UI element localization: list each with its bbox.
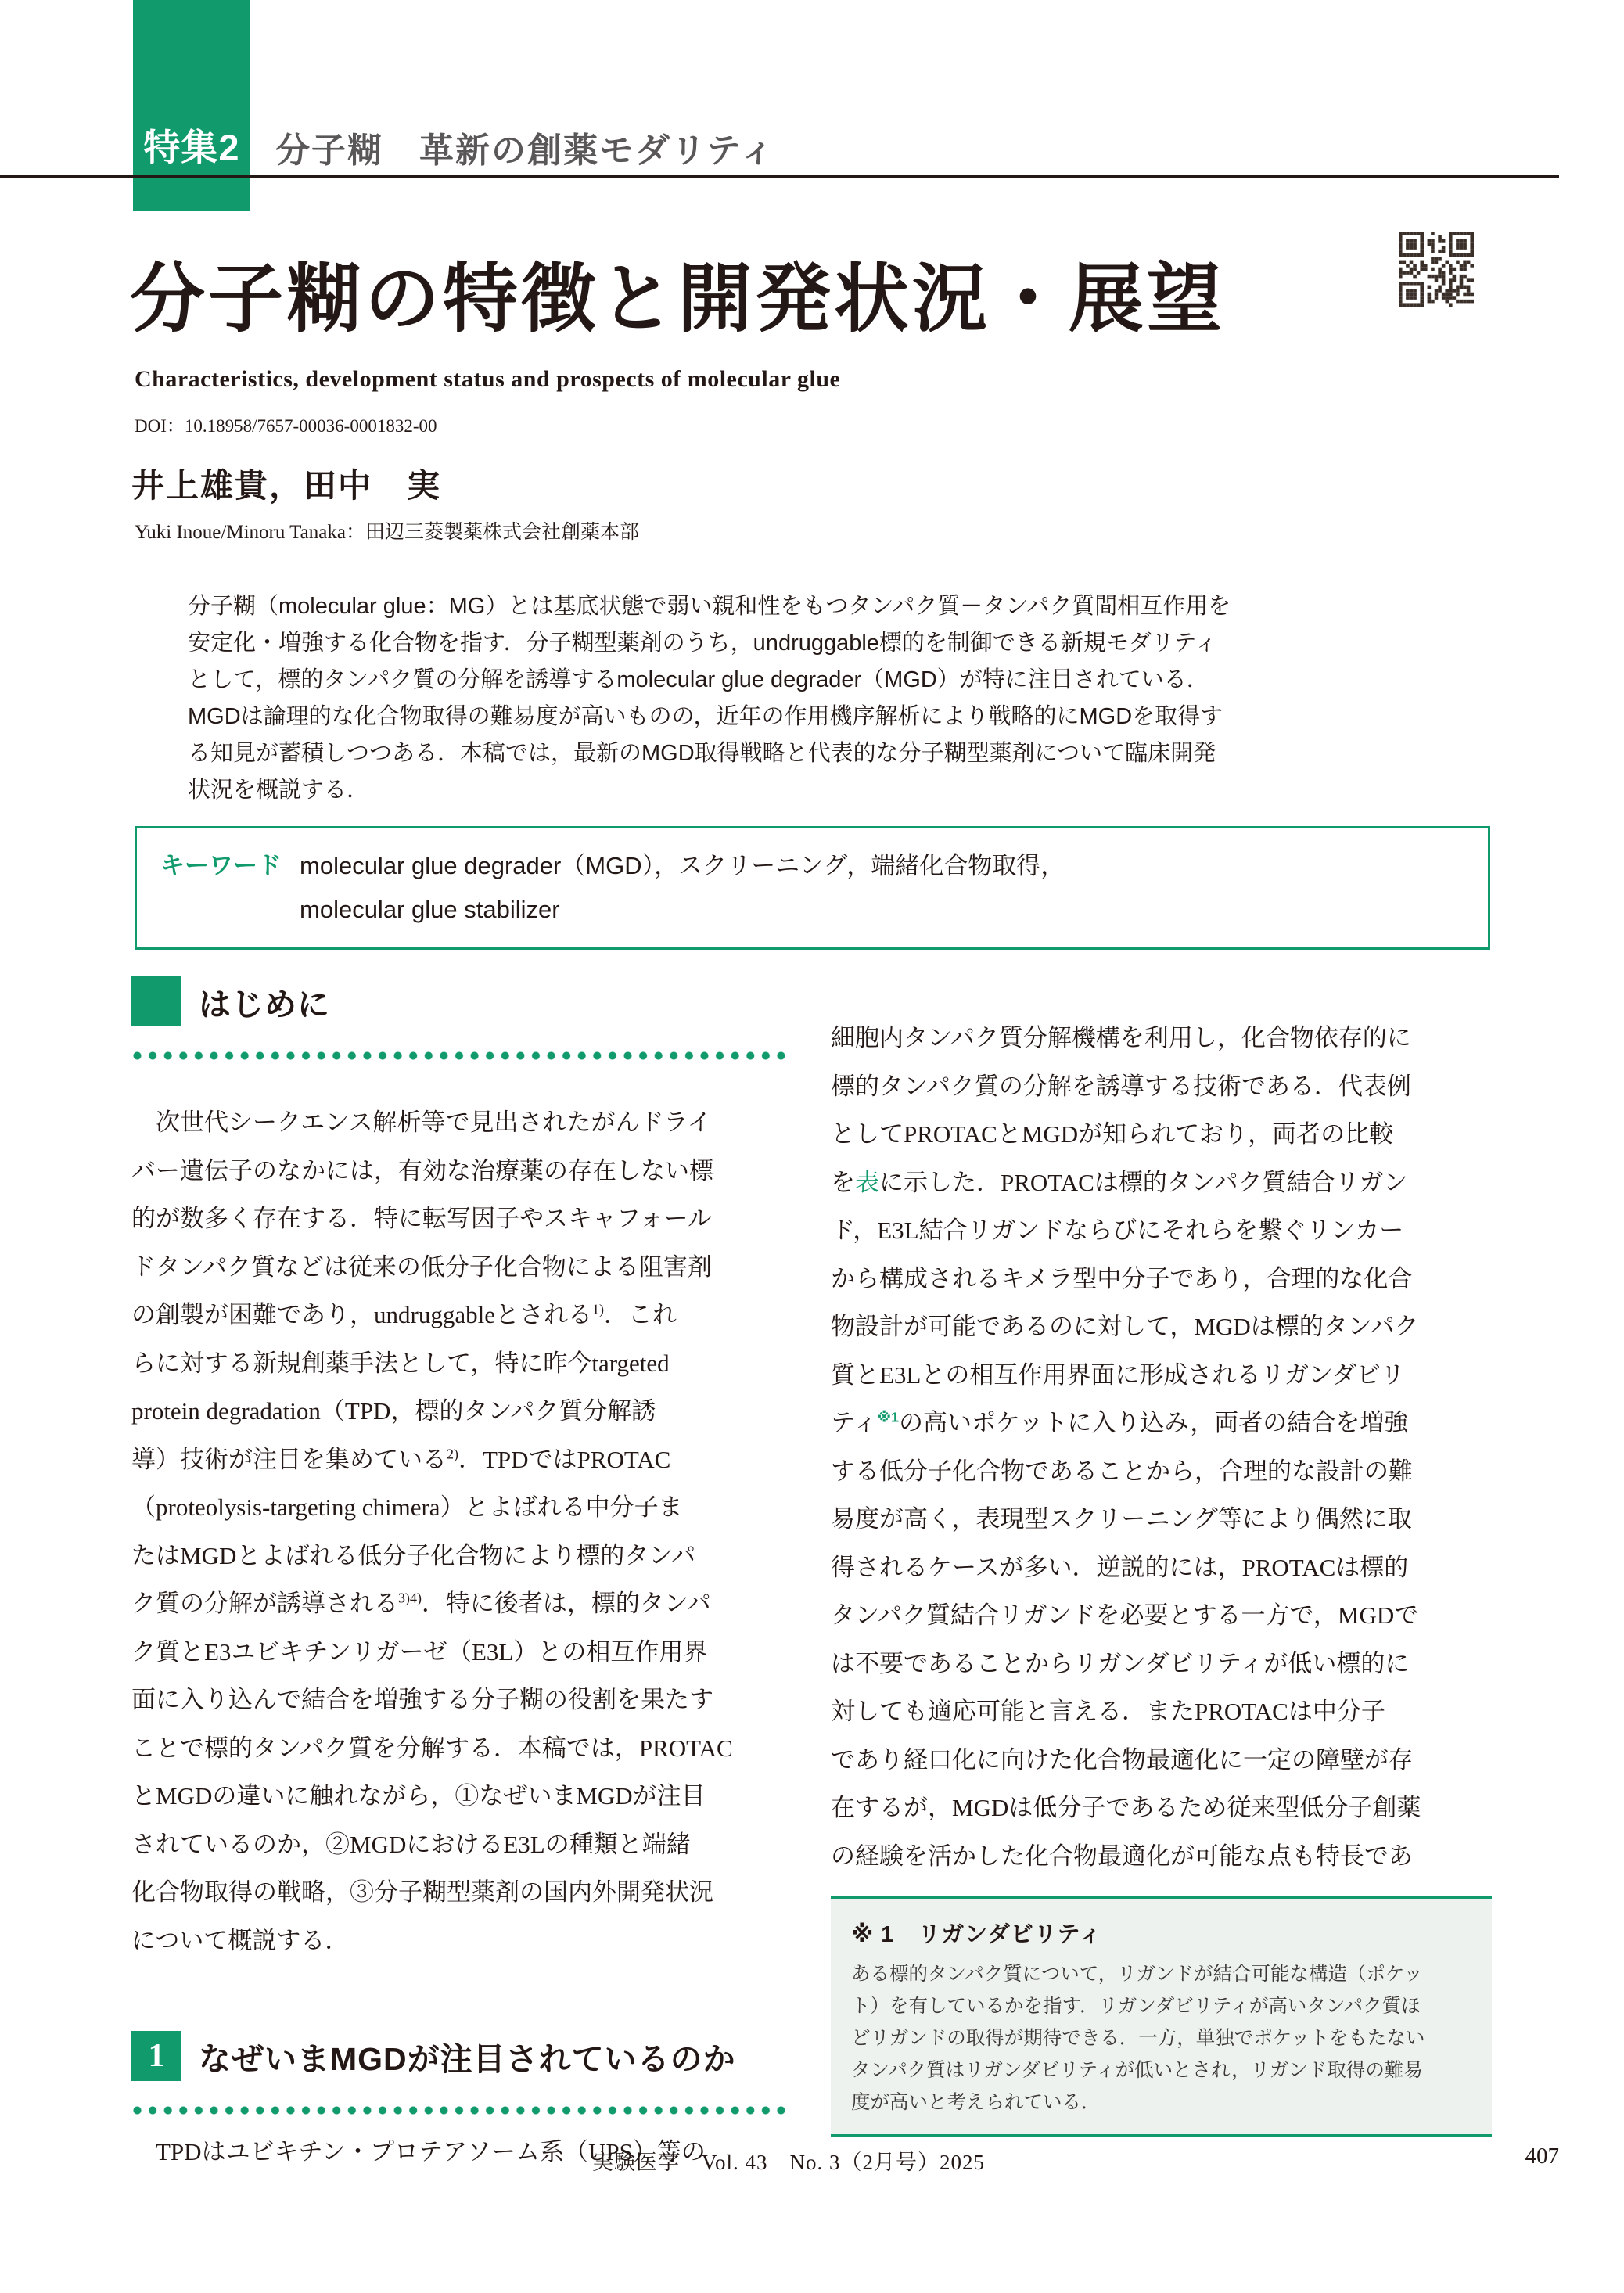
dotted-divider [133,1051,792,1060]
text-line: 面に入り込んで結合を増強する分子糊の役割を果たす [131,1686,713,1713]
series-title: 分子糊 革新の創薬モダリティ [275,131,776,170]
text-line: たはMGDとよばれる低分子化合物により標的タンパ [131,1541,696,1569]
section-number: 1 [148,2038,165,2074]
text-line: らに対する新規創薬手法として，特に昨今targeted [131,1349,670,1377]
text-line: とMGDの違いに触れながら，①なぜいまMGDが注目 [131,1782,706,1810]
text-line: の創製が困難であり，undruggableとされる$^{1)}$．これ [131,1301,677,1328]
article-title-english: Characteristics, development status and prospects of molecular glue [135,366,841,392]
feature-badge-label: 特集2 [143,127,240,168]
keyword-label: キーワード [160,852,282,879]
text-line: の経験を活かした化合物最適化が可能な点も特長であ [831,1842,1413,1870]
text-line: （proteolysis-targeting chimera）とよばれる中分子ま [131,1493,683,1521]
text-line: 的が数多く存在する．特に転写因子やスキャフォール [131,1205,712,1232]
text-line: について概説する． [131,1926,350,1954]
text-line: として，標的タンパク質の分解を誘導するmolecular glue degrader（MGD）が特に注目されている． [188,667,1209,692]
text-line: を表に示した．PROTACは標的タンパク質結合リガン [831,1168,1408,1196]
footnote-title: ※ 1 リガンダビリティ [851,1922,1103,1947]
text-line: molecular glue degrader（MGD），スクリーニング，端緒化合物取得， [300,852,1065,879]
text-line: 度が高いと考えられている． [851,2092,1101,2113]
text-line: する低分子化合物であることから，合理的な設計の難 [831,1457,1413,1485]
text-line: molecular glue stabilizer [300,896,560,923]
text-line: ドタンパク質などは従来の低分子化合物による阻害剤 [131,1253,712,1281]
text-line: ある標的タンパク質について，リガンドが結合可能な構造（ポケッ [851,1964,1423,1985]
footer-journal-info: 実験医学 Vol. 43 No. 3（2月号）2025 [591,2151,986,2174]
text-line: バー遺伝子のなかには，有効な治療薬の存在しない標 [131,1156,713,1184]
text-line: は不要であることからリガンダビリティが低い標的に [831,1649,1410,1677]
text-line: protein degradation（TPD，標的タンパク質分解誘 [131,1397,656,1425]
text-line: 得されるケースが多い．逆説的には，PROTACは標的 [831,1553,1409,1581]
text-line: としてPROTACとMGDが知られており，両者の比較 [831,1120,1394,1148]
footnote-box [831,1896,1492,2137]
text-line: 導）技術が注目を集めている$^{2)}$．TPDではPROTAC [131,1445,671,1473]
section-title: はじめに [199,986,330,1023]
text-line: 在するが，MGDは低分子であるため従来型低分子創薬 [831,1794,1421,1821]
doi: DOI：10.18958/7657-00036-0001832-00 [135,416,437,436]
section-heading-hajimeni [131,976,330,1026]
text-line: 化合物取得の戦略，③分子糊型薬剤の国内外開発状況 [131,1878,713,1906]
text-line: る知見が蓄積しつつある．本稿では，最新のMGD取得戦略と代表的な分子糊型薬剤について臨床開発 [188,741,1216,766]
text-line: 標的タンパク質の分解を誘導する技術である．代表例 [831,1072,1411,1100]
article-title: 分子糊の特徴と開発状況・展望 [130,257,1225,341]
text-line: MGDは論理的な化合物取得の難易度が高いものの，近年の作用機序解析により戦略的にMGDを取得す [188,704,1223,729]
text-line: されているのか，②MGDにおけるE3Lの種類と端緒 [131,1830,691,1858]
text-line: 分子糊（molecular glue：MG）とは基底状態で弱い親和性をもつタンパク質－タンパク質間相互作用を [188,594,1231,619]
text-line: タンパク質結合リガンドを必要とする一方で，MGDで [831,1601,1419,1629]
right-body-text [831,1014,1492,1880]
header-rule [0,175,1559,178]
dotted-divider [133,2106,792,2115]
text-line: TPDはユビキチン・プロテアソーム系（UPS）等の [131,2138,706,2165]
feature-badge [133,0,250,211]
footnote-body [851,1958,1471,2119]
text-line: 対しても適応可能と言える．またPROTACは中分子 [831,1698,1385,1725]
text-line: であり経口化に向けた化合物最適化に一定の障壁が存 [831,1745,1413,1774]
qr-code [1399,232,1474,307]
text-line: 次世代シークエンス解析等で見出されたがんドライ [131,1109,712,1136]
text-line: ド，E3L結合リガンドならびにそれらを繋ぐリンカー [831,1217,1404,1244]
section-heading-1 [131,2031,736,2081]
text-line: 細胞内タンパク質分解機構を利用し，化合物依存的に [831,1024,1411,1051]
abstract [188,588,1502,809]
author-affiliation: Yuki Inoue/Minoru Tanaka：田辺三菱製薬株式会社創薬本部 [135,522,639,543]
text-line: ク質の分解が誘導される$^{3)4)}$．特に後者は，標的タンパ [131,1590,711,1617]
text-line: ティ$^{※1}$の高いポケットに入り込み，両者の結合を増強 [831,1409,1409,1436]
text-line: ことで標的タンパク質を分解する．本稿では，PROTAC [131,1734,733,1762]
section-title: なぜいまMGDが注目されているのか [199,2040,736,2077]
text-line: 状況を概説する． [188,778,370,803]
text-line: タンパク質はリガンダビリティが低いとされ，リガンド取得の難易 [851,2060,1423,2081]
text-line: 安定化・増強する化合物を指す．分子糊型薬剤のうち，undruggable標的を制御できる新規モダリティ [188,631,1218,656]
page-number: 407 [1525,2144,1559,2169]
section-number-square [131,2031,181,2081]
author-names: 井上雄貴，田中 実 [131,467,442,504]
text-line: 易度が高く，表現型スクリーニング等により偶然に取 [831,1505,1412,1533]
keyword-box [135,826,1490,950]
text-line: どリガンドの取得が期待できる．一方，単独でポケットをもたない [851,2028,1425,2049]
text-line: ク質とE3ユビキチンリガーゼ（E3L）との相互作用界 [131,1637,708,1666]
left-body-text [131,1098,795,1964]
text-line: ト）を有しているかを指す．リガンダビリティが高いタンパク質ほ [851,1996,1421,2017]
text-line: から構成されるキメラ型中分子であり，合理的な化合 [831,1264,1413,1292]
keyword-list [300,844,1065,932]
section-square-icon [131,976,181,1026]
text-line: 物設計が可能であるのに対して，MGDは標的タンパク [831,1313,1419,1340]
qr-code-image [1399,232,1474,307]
text-line: 質とE3Lとの相互作用界面に形成されるリガンダビリ [831,1360,1405,1389]
